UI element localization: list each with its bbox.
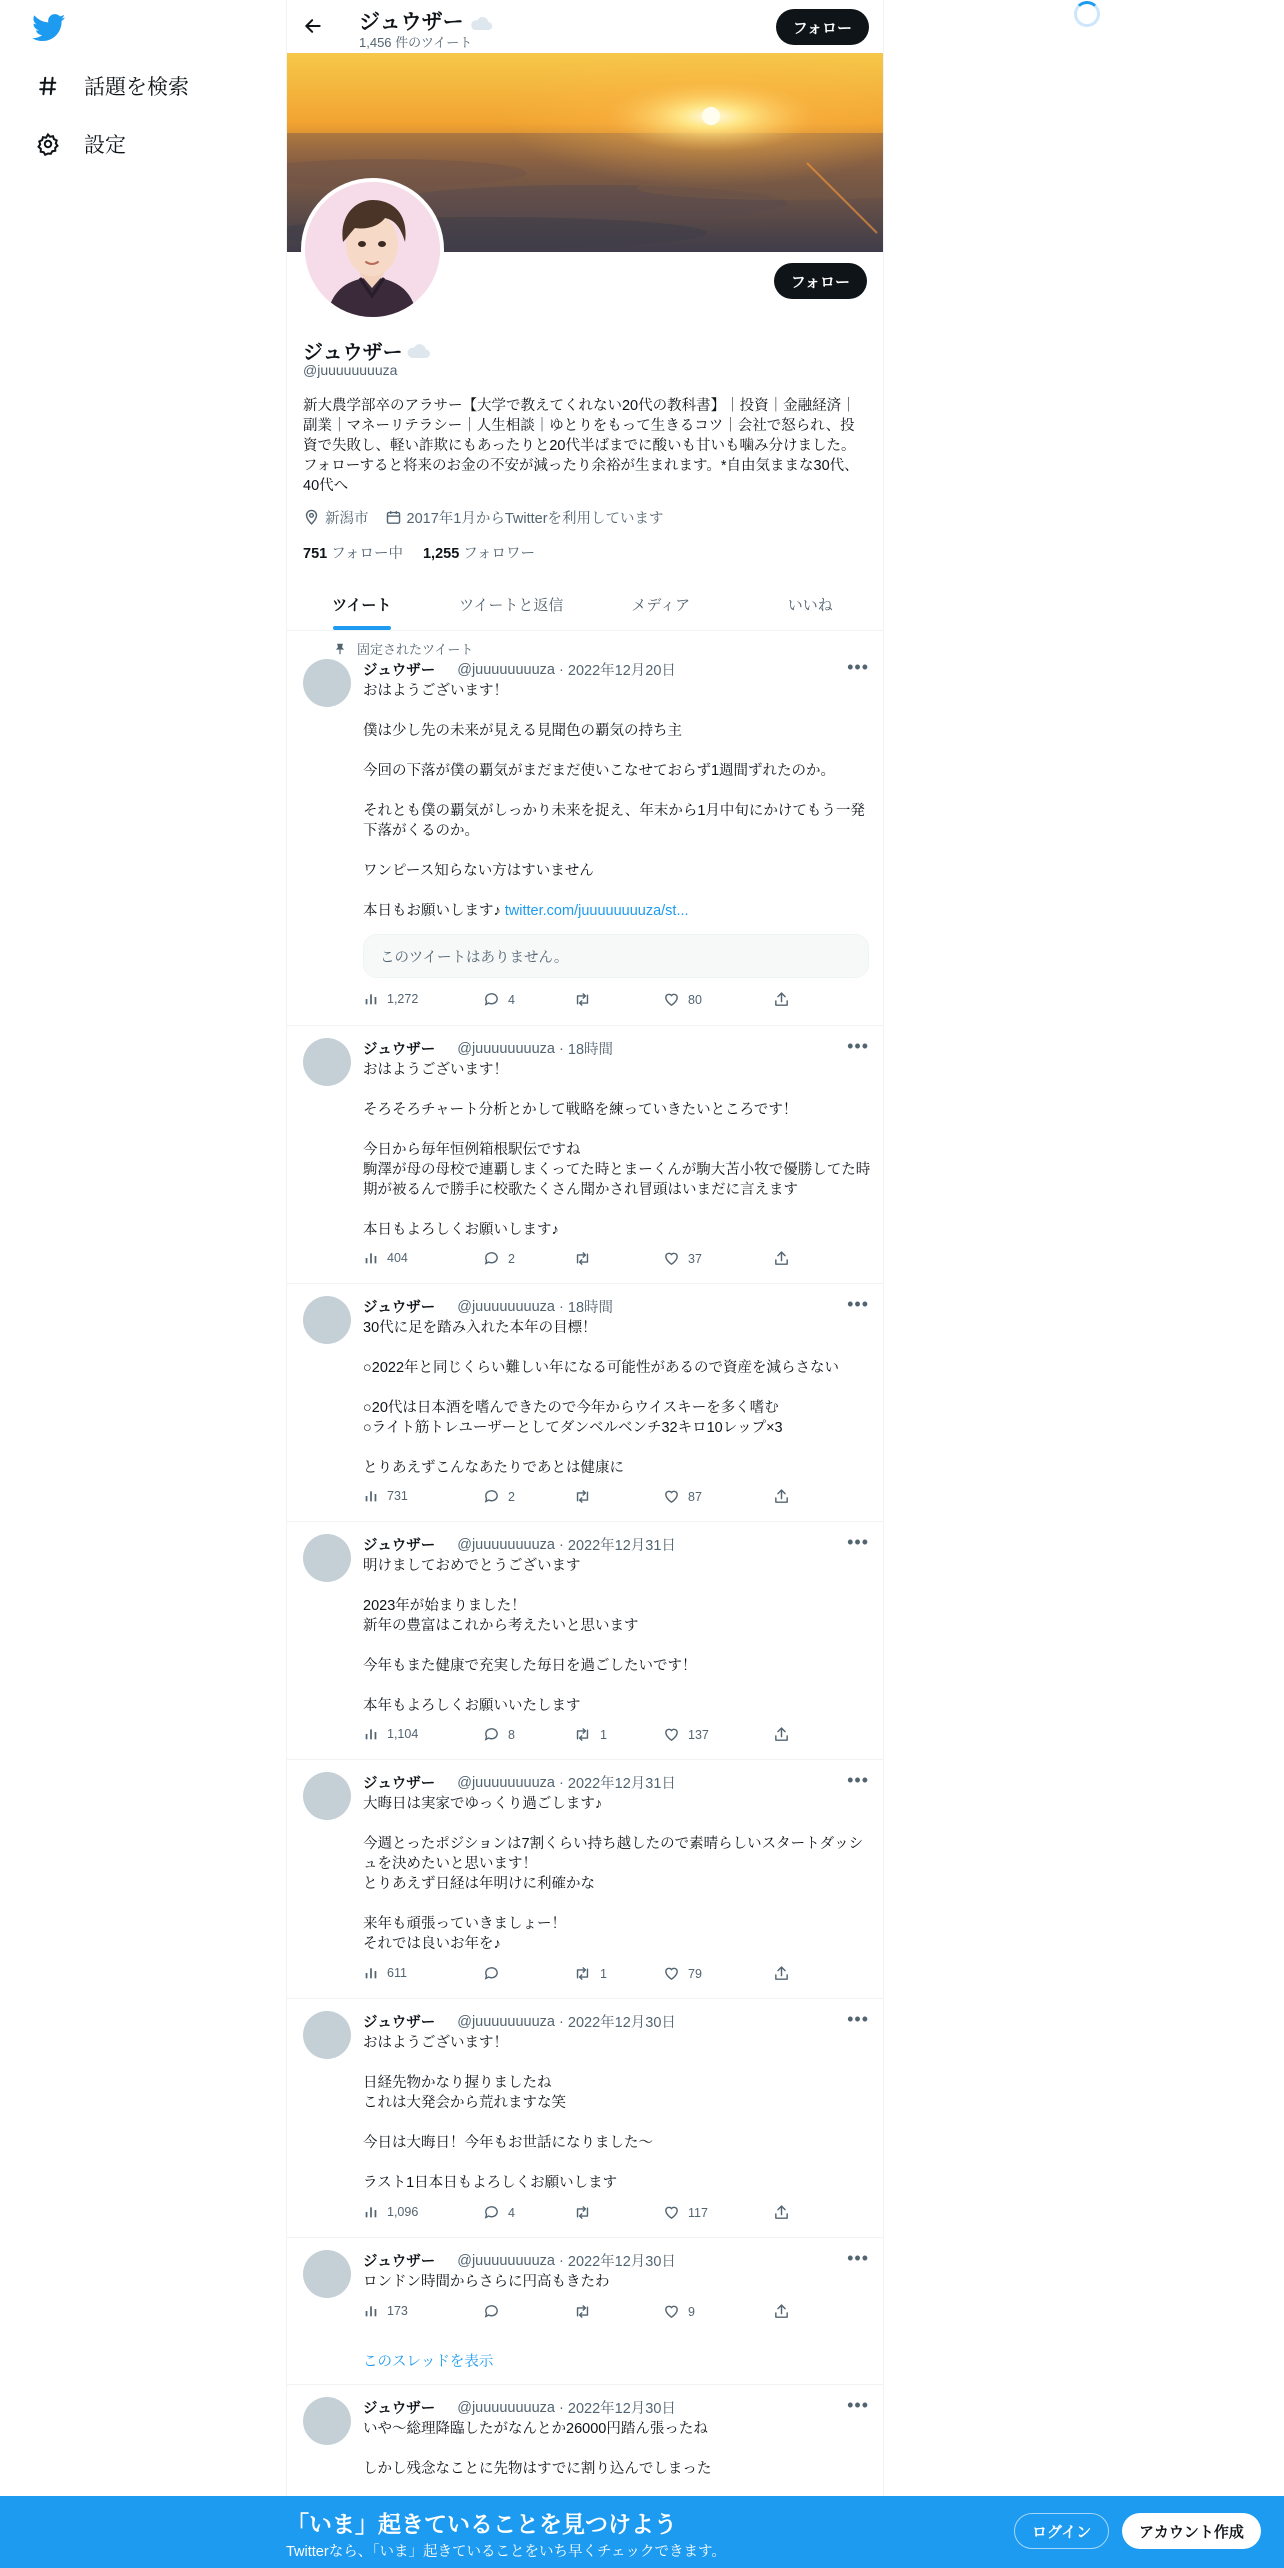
tweet-author-name[interactable]: ジュウザー bbox=[363, 1042, 436, 1058]
tweet-handle[interactable]: @juuuuuuuuza bbox=[457, 1536, 555, 1553]
like-button[interactable] bbox=[663, 1488, 702, 1505]
tweet-actions bbox=[363, 1488, 803, 1508]
reply-button[interactable] bbox=[483, 1726, 515, 1743]
views-count[interactable] bbox=[363, 1965, 407, 1981]
profile-header-bar bbox=[287, 0, 884, 53]
retweets-count: 1 bbox=[600, 1727, 607, 1742]
tweet-handle[interactable]: @juuuuuuuuza bbox=[457, 1774, 555, 1791]
share-button[interactable] bbox=[773, 1965, 790, 1982]
following-link[interactable]: 751 フォロー中 bbox=[303, 546, 403, 562]
views-icon bbox=[363, 991, 379, 1007]
like-icon bbox=[663, 1488, 680, 1505]
retweet-icon bbox=[573, 991, 592, 1008]
like-icon bbox=[663, 1250, 680, 1267]
retweet-icon bbox=[573, 1250, 592, 1267]
tweet-text: おはようございます！ 日経先物かなり握りましたね これは大発会から荒れますな笑 今日は大晦日！今年もお世話になりました〜 ラスト1日本日もよろしくお願いします bbox=[363, 2035, 653, 2191]
tab-media[interactable]: メディア bbox=[631, 596, 691, 614]
like-button[interactable] bbox=[663, 1726, 709, 1743]
tweet-actions bbox=[363, 1250, 803, 1270]
share-button[interactable] bbox=[773, 2303, 790, 2320]
tweet-author-name[interactable]: ジュウザー bbox=[363, 1776, 436, 1792]
views-icon bbox=[363, 1965, 379, 1981]
retweet-button[interactable] bbox=[573, 1488, 600, 1505]
tweet-header: ジュウザー @juuuuuuuuza · 2022年12月31日 bbox=[363, 1534, 676, 1555]
share-icon bbox=[773, 1488, 790, 1505]
gear-icon bbox=[34, 130, 62, 158]
tweet-actions bbox=[363, 2204, 803, 2224]
tweet-text: 大晦日は実家でゆっくり過ごします♪ 今週とったポジションは7割くらい持ち越したので素晴らしいスタートダッシュを決めたいと思います！ とりあえず日経は年明けに利確かな 来年も頑張っていきましょー！ それでは良いお年を♪ bbox=[363, 1796, 864, 1952]
reply-icon bbox=[483, 991, 500, 1008]
share-button[interactable] bbox=[773, 991, 790, 1008]
create-account-button[interactable]: アカウント作成 bbox=[1122, 2513, 1261, 2549]
back-arrow-icon bbox=[303, 16, 323, 36]
hashtag-icon bbox=[34, 72, 62, 100]
tweet-time[interactable]: 18時間 bbox=[567, 1300, 614, 1316]
more-options-icon[interactable]: ••• bbox=[847, 1294, 869, 1314]
reply-icon bbox=[483, 2204, 500, 2221]
tweet-time[interactable]: 18時間 bbox=[567, 1042, 614, 1058]
retweet-icon bbox=[573, 1965, 592, 1982]
reply-icon bbox=[483, 1488, 500, 1505]
profile-handle: @juuuuuuuuza bbox=[303, 362, 398, 378]
nav-item-label: 話題を検索 bbox=[84, 76, 189, 99]
follow-button-header[interactable]: フォロー bbox=[776, 9, 869, 45]
reply-button[interactable] bbox=[483, 2204, 515, 2221]
tab-tweets[interactable]: ツイート bbox=[287, 578, 437, 630]
replies-count: 4 bbox=[508, 992, 515, 1007]
views-count[interactable] bbox=[363, 991, 418, 1007]
reply-button[interactable] bbox=[483, 1965, 508, 1982]
likes-count: 79 bbox=[688, 1966, 702, 1981]
views-icon bbox=[363, 1488, 379, 1504]
retweet-button[interactable] bbox=[573, 1726, 607, 1743]
retweet-icon bbox=[573, 1488, 592, 1505]
profile-avatar[interactable] bbox=[301, 178, 444, 321]
avatar[interactable] bbox=[303, 1296, 351, 1344]
signup-banner bbox=[0, 2496, 1284, 2568]
tweet-time[interactable]: 2022年12月20日 bbox=[567, 663, 676, 679]
avatar[interactable] bbox=[303, 1534, 351, 1582]
profile-tabs bbox=[287, 578, 884, 631]
tweet-handle[interactable]: @juuuuuuuuza bbox=[457, 2399, 555, 2416]
calendar-icon bbox=[385, 509, 402, 526]
share-button[interactable] bbox=[773, 1488, 790, 1505]
views-count: 1,272 bbox=[387, 992, 419, 1006]
tweet-time[interactable]: 2022年12月31日 bbox=[567, 1776, 676, 1792]
loading-spinner-icon bbox=[1074, 1, 1100, 27]
nav-item-label: 設定 bbox=[84, 134, 126, 157]
cloud-emoji-icon bbox=[405, 342, 431, 359]
views-count: 731 bbox=[387, 1489, 408, 1503]
tweet[interactable] bbox=[287, 1284, 884, 1522]
tweet-actions bbox=[363, 991, 803, 1011]
views-count: 173 bbox=[387, 2304, 408, 2318]
reply-button[interactable] bbox=[483, 1488, 515, 1505]
avatar[interactable] bbox=[303, 2397, 351, 2445]
avatar[interactable] bbox=[303, 1772, 351, 1820]
tweet-count: 1,456 件のツイート bbox=[359, 35, 473, 50]
like-button[interactable] bbox=[663, 1250, 702, 1267]
reply-icon bbox=[483, 1250, 500, 1267]
tweet-header: ジュウザー @juuuuuuuuza · 2022年12月30日 bbox=[363, 2397, 676, 2418]
views-icon bbox=[363, 1250, 379, 1266]
tweet-header: ジュウザー @juuuuuuuuza · 18時間 bbox=[363, 1038, 613, 1059]
more-options-icon[interactable]: ••• bbox=[847, 2395, 869, 2415]
profile-bio: 新大農学部卒のアラサー【大学で教えてくれない20代の教科書】｜投資｜金融経済｜副業｜マネーリテラシー｜人生相談｜ゆとりをもって生きるコツ｜会社で怒られ、投資で失敗し、軽い詐欺にもあったりと20代半ばまでに酸いも甘いも噛み分けました。フォローすると将来のお金の不安が減ったり余裕が生まれます。*自由気ままな30代、40代へ bbox=[303, 398, 859, 494]
tweet-handle[interactable]: @juuuuuuuuza bbox=[457, 2252, 555, 2269]
avatar[interactable] bbox=[303, 659, 351, 707]
reply-icon bbox=[483, 2303, 500, 2320]
tweet-text: おはようございます！ 僕は少し先の未来が見える見聞色の覇気の持ち主 今回の下落が僕の覇気がまだまだ使いこなせておらず1週間ずれたのか。 それとも僕の覇気がしっかり未来を捉え、年末から1月中旬にかけてもう一発下落がくるのか。 ワンピース知らない方はすいません 本日もお願いします♪ twitter.com/juuuuuuuuza/st... bbox=[363, 683, 865, 919]
like-button[interactable] bbox=[663, 2303, 695, 2320]
tweet-handle[interactable]: @juuuuuuuuza bbox=[457, 2013, 555, 2030]
reply-button[interactable] bbox=[483, 991, 515, 1008]
tweet-handle[interactable]: @juuuuuuuuza bbox=[457, 1040, 555, 1057]
tweet-author-name[interactable]: ジュウザー bbox=[363, 663, 436, 679]
tab-likes[interactable]: いいね bbox=[787, 596, 833, 614]
tweet-time[interactable]: 2022年12月30日 bbox=[567, 2015, 676, 2031]
tweet-header: ジュウザー @juuuuuuuuza · 2022年12月20日 bbox=[363, 659, 676, 680]
share-button[interactable] bbox=[773, 1726, 790, 1743]
like-icon bbox=[663, 2204, 680, 2221]
tweet-time[interactable]: 2022年12月30日 bbox=[567, 2254, 676, 2270]
tweet[interactable] bbox=[287, 1522, 884, 1760]
profile-column bbox=[286, 0, 884, 2568]
tweet[interactable] bbox=[287, 1999, 884, 2238]
like-icon bbox=[663, 1965, 680, 1982]
share-icon bbox=[773, 1250, 790, 1267]
tweet-header: ジュウザー @juuuuuuuuza · 2022年12月30日 bbox=[363, 2011, 676, 2032]
retweet-button[interactable] bbox=[573, 1965, 607, 1982]
share-icon bbox=[773, 1726, 790, 1743]
tweet-text: 30代に足を踏み入れた本年の目標！ ○2022年と同じくらい難しい年になる可能性があるので資産を減らさない ○20代は日本酒を嗜んできたので今年からウイスキーを多く嗜む ○ライト筋トレユーザーとしてダンベルベンチ32キロ10レップ×3 とりあえずこんなあたりであとは健康に bbox=[363, 1320, 840, 1476]
tweet[interactable] bbox=[287, 1760, 884, 1999]
share-button[interactable] bbox=[773, 1250, 790, 1267]
tweet-handle[interactable]: @juuuuuuuuza bbox=[457, 1298, 555, 1315]
tweet[interactable] bbox=[287, 1026, 884, 1284]
like-button[interactable] bbox=[663, 1965, 702, 1982]
like-icon bbox=[663, 991, 680, 1008]
more-options-icon[interactable]: ••• bbox=[847, 2009, 869, 2029]
tweet-actions bbox=[363, 1726, 803, 1746]
avatar[interactable] bbox=[303, 1038, 351, 1086]
retweet-button[interactable] bbox=[573, 1250, 600, 1267]
tweet-handle[interactable]: @juuuuuuuuza bbox=[457, 661, 555, 678]
reply-icon bbox=[483, 1726, 500, 1743]
replies-count: 8 bbox=[508, 1727, 515, 1742]
like-icon bbox=[663, 2303, 680, 2320]
retweets-count: 1 bbox=[600, 1966, 607, 1981]
reply-button[interactable] bbox=[483, 1250, 515, 1267]
tweet-header: ジュウザー @juuuuuuuuza · 18時間 bbox=[363, 1296, 613, 1317]
replies-count: 2 bbox=[508, 1251, 515, 1266]
tweet-actions bbox=[363, 2303, 803, 2323]
more-options-icon[interactable]: ••• bbox=[847, 1532, 869, 1552]
replies-count: 4 bbox=[508, 2205, 515, 2220]
tweet-author-name[interactable]: ジュウザー bbox=[363, 2015, 436, 2031]
tweet-text: おはようございます！ そろそろチャート分析とかして戦略を練っていきたいところです！ 今日から毎年恒例箱根駅伝ですね 駒澤が母の母校で連覇しまくってた時とまーくんが駒大苫小牧で優勝してた時期が被るんで勝手に校歌たくさん聞かされ冒頭はいまだに言えます 本日もよろしくお願いします♪ bbox=[363, 1062, 871, 1238]
views-count: 611 bbox=[387, 1966, 407, 1980]
likes-count: 9 bbox=[688, 2304, 695, 2319]
likes-count: 117 bbox=[688, 2205, 708, 2220]
share-icon bbox=[773, 2204, 790, 2221]
header-name: ジュウザー bbox=[359, 6, 493, 36]
reply-icon bbox=[483, 1965, 500, 1982]
views-count[interactable] bbox=[363, 1726, 418, 1742]
views-count[interactable] bbox=[363, 1488, 408, 1504]
avatar-image bbox=[305, 182, 440, 317]
followers-link[interactable]: 1,255 フォロワー bbox=[422, 546, 536, 562]
likes-count: 80 bbox=[688, 992, 702, 1007]
tweet-actions bbox=[363, 1965, 803, 1985]
more-options-icon[interactable]: ••• bbox=[847, 1770, 869, 1790]
avatar[interactable] bbox=[303, 2011, 351, 2059]
retweet-button[interactable] bbox=[573, 2303, 600, 2320]
views-count[interactable] bbox=[363, 2303, 408, 2319]
profile-meta bbox=[303, 507, 680, 528]
tweet-text: ロンドン時間からさらに円高もきたわ bbox=[363, 2274, 610, 2290]
views-icon bbox=[363, 1726, 379, 1742]
retweet-button[interactable] bbox=[573, 2204, 600, 2221]
views-icon bbox=[363, 2303, 379, 2319]
login-button[interactable]: ログイン bbox=[1014, 2513, 1109, 2549]
likes-count: 37 bbox=[688, 1251, 702, 1266]
tweet-header: ジュウザー @juuuuuuuuza · 2022年12月30日 bbox=[363, 2250, 676, 2271]
like-button[interactable] bbox=[663, 2204, 708, 2221]
tab-tweets-and-replies[interactable]: ツイートと返信 bbox=[459, 596, 564, 614]
more-options-icon[interactable]: ••• bbox=[847, 657, 869, 677]
profile-location: 新潟市 bbox=[303, 507, 369, 528]
twitter-logo-icon[interactable] bbox=[32, 14, 66, 42]
signup-banner-title: 「いま」起きていることを見つけよう bbox=[286, 2511, 677, 2537]
like-icon bbox=[663, 1726, 680, 1743]
profile-joined: 2017年1月からTwitterを利用しています bbox=[385, 507, 664, 528]
quoted-tweet-unavailable[interactable]: このツイートはありません。 bbox=[363, 934, 869, 978]
profile-stats bbox=[303, 542, 555, 563]
avatar[interactable] bbox=[303, 2250, 351, 2298]
tweet-time[interactable]: 2022年12月31日 bbox=[567, 1538, 676, 1554]
tweet-text: 明けましておめでとうございます 2023年が始まりました！ 新年の豊富はこれから考えたいと思います 今年もまた健康で充実した毎日を過ごしたいです！ 本年もよろしくお願いいたします bbox=[363, 1558, 697, 1714]
location-pin-icon bbox=[303, 509, 320, 526]
views-count: 404 bbox=[387, 1251, 408, 1265]
more-options-icon[interactable]: ••• bbox=[847, 1036, 869, 1056]
likes-count: 87 bbox=[688, 1489, 702, 1504]
show-thread-link[interactable]: このスレッドを表示 bbox=[363, 2354, 494, 2370]
nav-item-settings[interactable] bbox=[34, 124, 126, 164]
views-count[interactable] bbox=[363, 1250, 408, 1266]
pinned-indicator: 固定されたツイート bbox=[333, 639, 473, 658]
share-icon bbox=[773, 991, 790, 1008]
likes-count: 137 bbox=[688, 1727, 709, 1742]
back-button[interactable] bbox=[297, 10, 329, 42]
tweet[interactable] bbox=[287, 2238, 884, 2385]
share-icon bbox=[773, 2303, 790, 2320]
replies-count: 2 bbox=[508, 1489, 515, 1504]
views-icon bbox=[363, 2204, 379, 2220]
share-button[interactable] bbox=[773, 2204, 790, 2221]
retweet-icon bbox=[573, 2303, 592, 2320]
views-count[interactable] bbox=[363, 2204, 418, 2220]
tweet-author-name[interactable]: ジュウザー bbox=[363, 1300, 436, 1316]
share-icon bbox=[773, 1965, 790, 1982]
retweet-button[interactable] bbox=[573, 991, 600, 1008]
tweet-header: ジュウザー @juuuuuuuuza · 2022年12月31日 bbox=[363, 1772, 676, 1793]
tweet[interactable] bbox=[287, 631, 884, 1026]
retweet-icon bbox=[573, 2204, 592, 2221]
reply-button[interactable] bbox=[483, 2303, 508, 2320]
tweet-author-name[interactable]: ジュウザー bbox=[363, 1538, 436, 1554]
retweet-icon bbox=[573, 1726, 592, 1743]
tweet-text: いや〜総理降臨したがなんとか26000円踏ん張ったね しかし残念なことに先物はすでに割り込んでしまった bbox=[363, 2421, 712, 2477]
tweet-time[interactable]: 2022年12月30日 bbox=[567, 2401, 676, 2417]
cloud-emoji-icon bbox=[469, 15, 493, 31]
tweet-author-name[interactable]: ジュウザー bbox=[363, 2254, 436, 2270]
profile-name: ジュウザー bbox=[303, 336, 431, 365]
pin-icon bbox=[333, 642, 347, 656]
more-options-icon[interactable]: ••• bbox=[847, 2248, 869, 2268]
views-count: 1,104 bbox=[387, 1727, 419, 1741]
tweet-author-name[interactable]: ジュウザー bbox=[363, 2401, 436, 2417]
signup-banner-subtitle: Twitterなら、「いま」起きていることをいち早くチェックできます。 bbox=[286, 2544, 726, 2560]
views-count: 1,096 bbox=[387, 2205, 419, 2219]
follow-button[interactable]: フォロー bbox=[774, 263, 867, 299]
nav-item-explore[interactable] bbox=[34, 66, 189, 106]
like-button[interactable] bbox=[663, 991, 702, 1008]
tweet-link[interactable]: twitter.com/juuuuuuuuza/st... bbox=[504, 903, 689, 919]
